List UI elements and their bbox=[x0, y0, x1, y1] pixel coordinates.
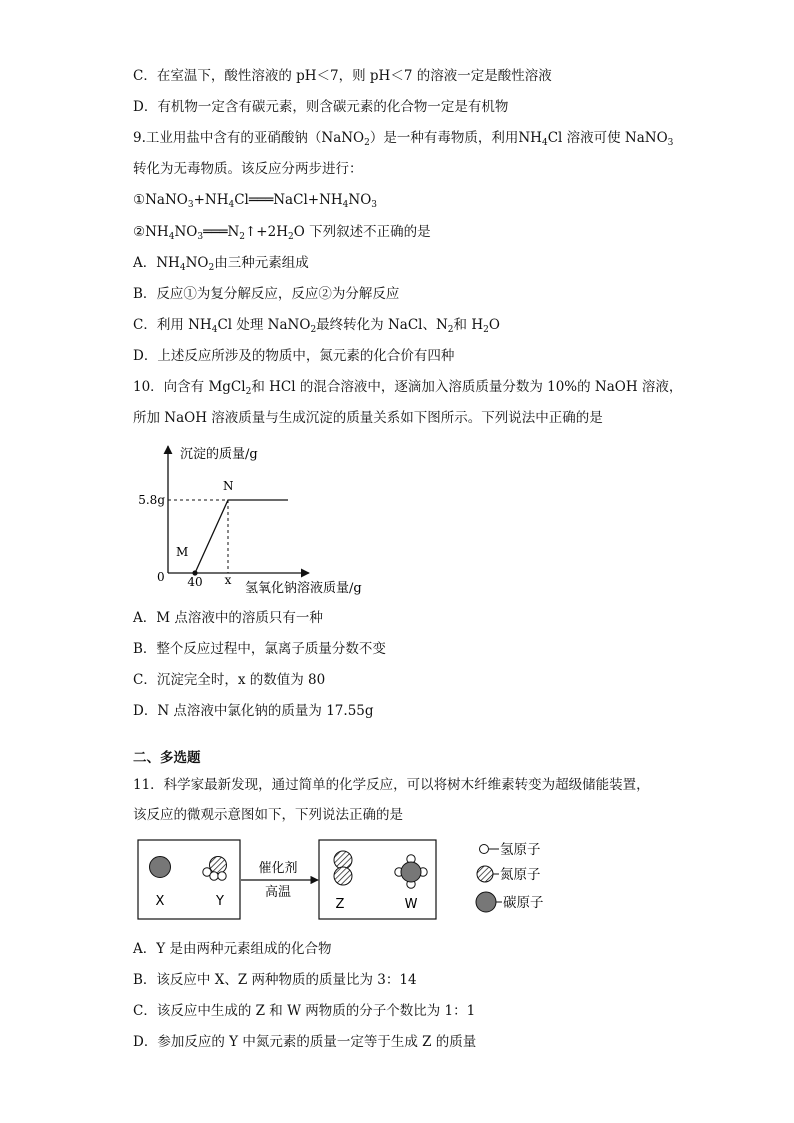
q9-equation-1: $①NaNO_3+NH_4Cl═══NaCl+NH_4NO_3$ bbox=[133, 192, 378, 210]
label-x: X bbox=[155, 894, 165, 909]
q9-option-b: B．反应①为复分解反应，反应②为分解反应 bbox=[133, 286, 400, 302]
point-label-m: M bbox=[176, 545, 189, 559]
q11-stem-line2: 该反应的微观示意图如下，下列说法正确的是 bbox=[133, 807, 403, 823]
x-tick-label-x: x bbox=[224, 573, 232, 587]
q10-option-b: B．整个反应过程中，氯离子质量分数不变 bbox=[133, 641, 386, 657]
label-w: W bbox=[404, 897, 418, 912]
q11-reaction-diagram bbox=[133, 832, 573, 928]
q11-option-b: B．该反应中 X、Z 两种物质的质量比为 3：14 bbox=[133, 972, 417, 988]
catalyst-label: 催化剂 bbox=[258, 861, 298, 876]
q9-option-c: C．利用 $NH_4Cl$ 处理 NaNO$_2$最终转化为 NaCl、$N_2$和 $H_2O$ bbox=[133, 317, 500, 335]
point-label-n: N bbox=[223, 479, 234, 493]
legend-carbon-label: 碳原子 bbox=[503, 895, 544, 911]
q10-option-a: A．M 点溶液中的溶质只有一种 bbox=[133, 610, 323, 626]
legend-hydrogen-label: 氢原子 bbox=[500, 842, 541, 858]
q8-option-d: D．有机物一定含有碳元素，则含碳元素的化合物一定是有机物 bbox=[133, 99, 509, 115]
label-y: Y bbox=[216, 894, 224, 909]
x-tick-label-40: 40 bbox=[187, 575, 203, 589]
q10-option-d: D．N 点溶液中氯化钠的质量为 17.55g bbox=[133, 703, 374, 719]
q9-option-d: D．上述反应所涉及的物质中，氮元素的化合价有四种 bbox=[133, 348, 455, 364]
q11-option-a: A．Y 是由两种元素组成的化合物 bbox=[133, 941, 332, 957]
label-z: Z bbox=[335, 897, 345, 912]
x-axis-label: 氢氧化钠溶液质量/g bbox=[245, 581, 362, 596]
q10-option-c: C．沉淀完全时，x 的数值为 80 bbox=[133, 672, 326, 688]
legend bbox=[476, 842, 544, 912]
carbon-atom-x bbox=[150, 857, 171, 878]
q10-stem-line1: 10．向含有 MgCl$_2$和 HCl 的混合溶液中，逐滴加入溶质质量分数为 10%的 NaOH 溶液， bbox=[133, 379, 683, 397]
q9-equation-2: $②NH_4NO_3═══N_2↑+2H_2O$ 下列叙述不正确的是 bbox=[133, 224, 431, 242]
q11-option-c: C．该反应中生成的 Z 和 W 两物质的分子个数比为 1：1 bbox=[133, 1003, 476, 1019]
molecule-z bbox=[334, 851, 352, 885]
y-axis-label: 沉淀的质量/g bbox=[180, 447, 258, 462]
molecule-w bbox=[395, 855, 427, 888]
section-title: 二、多选题 bbox=[133, 750, 201, 766]
nitrogen-atom-icon bbox=[477, 866, 493, 882]
q8-option-c: C．在室温下，酸性溶液的 pH＜7，则 pH＜7 的溶液一定是酸性溶液 bbox=[133, 68, 552, 84]
molecule-y bbox=[203, 857, 227, 881]
q9-stem-line1: 9.工业用盐中含有的亚硝酸钠（NaNO$_2$）是一种有毒物质，利用$NH_4Cl$ 溶液可使 NaNO$_3$ bbox=[133, 130, 674, 148]
q11-stem-line1: 11．科学家最新发现，通过简单的化学反应，可以将树木纤维素转变为超级储能装置， bbox=[133, 777, 650, 793]
hydrogen-atom-icon bbox=[480, 845, 489, 854]
condition-label: 高温 bbox=[264, 885, 292, 900]
legend-nitrogen-label: 氮原子 bbox=[500, 867, 541, 883]
q11-option-d: D．参加反应的 Y 中氮元素的质量一定等于生成 Z 的质量 bbox=[133, 1034, 477, 1050]
q10-stem-line2: 所加 NaOH 溶液质量与生成沉淀的质量关系如下图所示。下列说法中正确的是 bbox=[133, 410, 603, 426]
q10-chart bbox=[133, 438, 403, 603]
origin-label: 0 bbox=[157, 570, 165, 584]
carbon-atom-icon bbox=[476, 892, 496, 912]
q9-option-a: A．$NH_4NO_2$由三种元素组成 bbox=[133, 255, 309, 273]
q9-stem-line2: 转化为无毒物质。该反应分两步进行： bbox=[133, 161, 363, 177]
data-line bbox=[195, 500, 288, 573]
y-tick-label: 5.8g bbox=[138, 493, 165, 507]
